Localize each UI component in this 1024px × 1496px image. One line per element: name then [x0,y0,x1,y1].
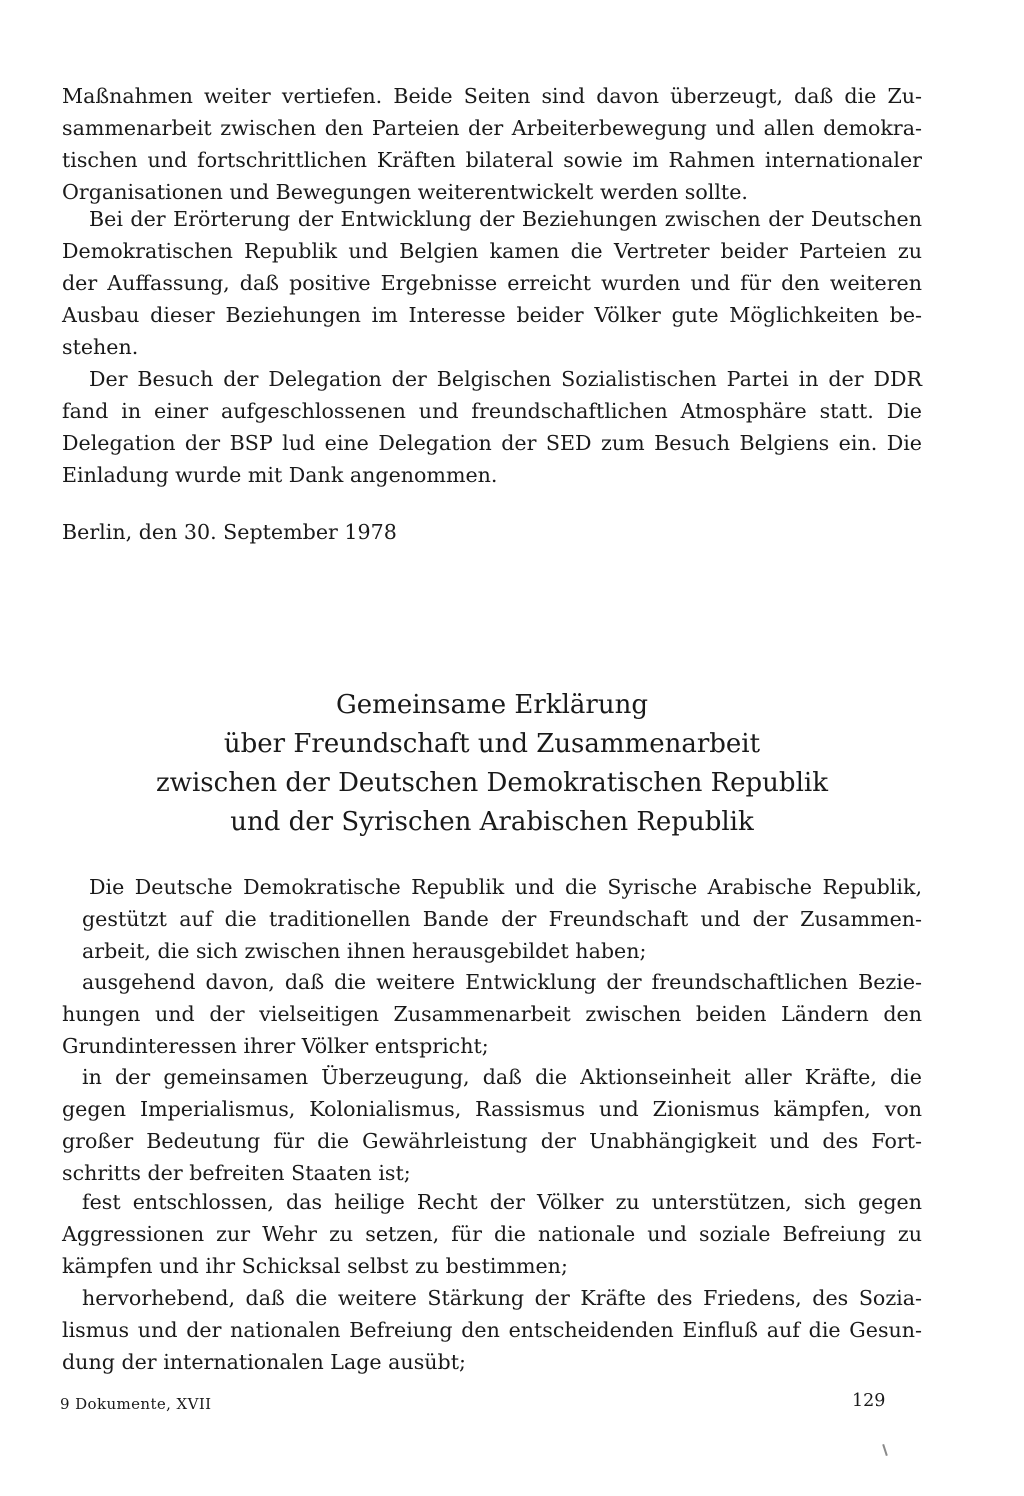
paragraph-line: Organisationen und Bewegungen weiterentwickelt werden sollte. [62,180,748,204]
paragraph-line: gegen Imperialismus, Kolonialismus, Rassismus und Zionismus kämpfen, von [62,1097,922,1121]
paragraph-line: hervorhebend, daß die weitere Stärkung der Kräfte des Friedens, des Sozia- [82,1286,922,1310]
paragraph-line: arbeit, die sich zwischen ihnen herausgebildet haben; [82,939,647,963]
paragraph-line: gestützt auf die traditionellen Bande der Freundschaft und der Zusammen- [82,907,922,931]
printer-signature: 9 Dokumente, XVII [60,1395,212,1413]
paragraph-line: Demokratischen Republik und Belgien kamen die Vertreter beider Parteien zu [62,239,922,263]
paragraph-line: der Auffassung, daß positive Ergebnisse erreicht wurden und für den weiteren [62,271,922,295]
heading-line: Gemeinsame Erklärung [336,690,648,720]
paragraph-line: fand in einer aufgeschlossenen und freundschaftlichen Atmosphäre statt. Die [62,399,922,423]
paragraph-line: in der gemeinsamen Überzeugung, daß die Aktionseinheit aller Kräfte, die [82,1065,922,1089]
paragraph-line: sammenarbeit zwischen den Parteien der Arbeiterbewegung und allen demokra- [62,116,922,140]
paragraph-3 [62,363,922,491]
paragraph-line: Maßnahmen weiter vertiefen. Beide Seiten sind davon überzeugt, daß die Zu- [62,84,922,108]
paragraph-line: Delegation der BSP lud eine Delegation der SED zum Besuch Belgiens ein. Die [62,431,922,455]
paragraph-1 [62,80,922,208]
paragraph-line: Ausbau dieser Beziehungen im Interesse beider Völker gute Möglichkeiten be- [62,303,922,327]
paragraph-line: Die Deutsche Demokratische Republik und die Syrische Arabische Republik, [89,875,922,899]
page-number: 129 [852,1391,886,1411]
paragraph-line: kämpfen und ihr Schicksal selbst zu bestimmen; [62,1254,568,1278]
date-line: Berlin, den 30. September 1978 [62,520,397,544]
document-heading [62,686,922,842]
heading-line: und der Syrischen Arabischen Republik [230,807,754,837]
paragraph-line: ausgehend davon, daß die weitere Entwicklung der freundschaftlichen Bezie- [82,970,922,994]
paragraph-line: dung der internationalen Lage ausübt; [62,1350,466,1374]
paragraph-line: Bei der Erörterung der Entwicklung der Beziehungen zwischen der Deutschen [89,207,922,231]
preamble-paragraph-2 [62,966,922,1062]
preamble-paragraph-4 [62,1186,922,1282]
scan-mark [882,1444,888,1456]
paragraph-line: tischen und fortschrittlichen Kräften bilateral sowie im Rahmen internationaler [62,148,922,172]
paragraph-line: Der Besuch der Delegation der Belgischen Sozialistischen Partei in der DDR [89,367,922,391]
preamble-paragraph-3 [62,1061,922,1189]
paragraph-line: hungen und der vielseitigen Zusammenarbeit zwischen beiden Ländern den [62,1002,922,1026]
paragraph-line: lismus und der nationalen Befreiung den entscheidenden Einfluß auf die Gesun- [62,1318,922,1342]
preamble-paragraph-5 [62,1282,922,1378]
paragraph-line: stehen. [62,335,139,359]
paragraph-line: Einladung wurde mit Dank angenommen. [62,463,498,487]
paragraph-line: großer Bedeutung für die Gewährleistung der Unabhängigkeit und des Fort- [62,1129,922,1153]
heading-line: zwischen der Deutschen Demokratischen Republik [156,768,828,798]
paragraph-line: schritts der befreiten Staaten ist; [62,1161,411,1185]
paragraph-line: fest entschlossen, das heilige Recht der Völker zu unterstützen, sich gegen [82,1190,922,1214]
heading-line: über Freundschaft und Zusammenarbeit [223,729,761,759]
paragraph-line: Aggressionen zur Wehr zu setzen, für die nationale und soziale Befreiung zu [62,1222,922,1246]
paragraph-line: Grundinteressen ihrer Völker entspricht; [62,1034,489,1058]
paragraph-2 [62,203,922,363]
preamble-paragraph-1 [62,871,922,967]
